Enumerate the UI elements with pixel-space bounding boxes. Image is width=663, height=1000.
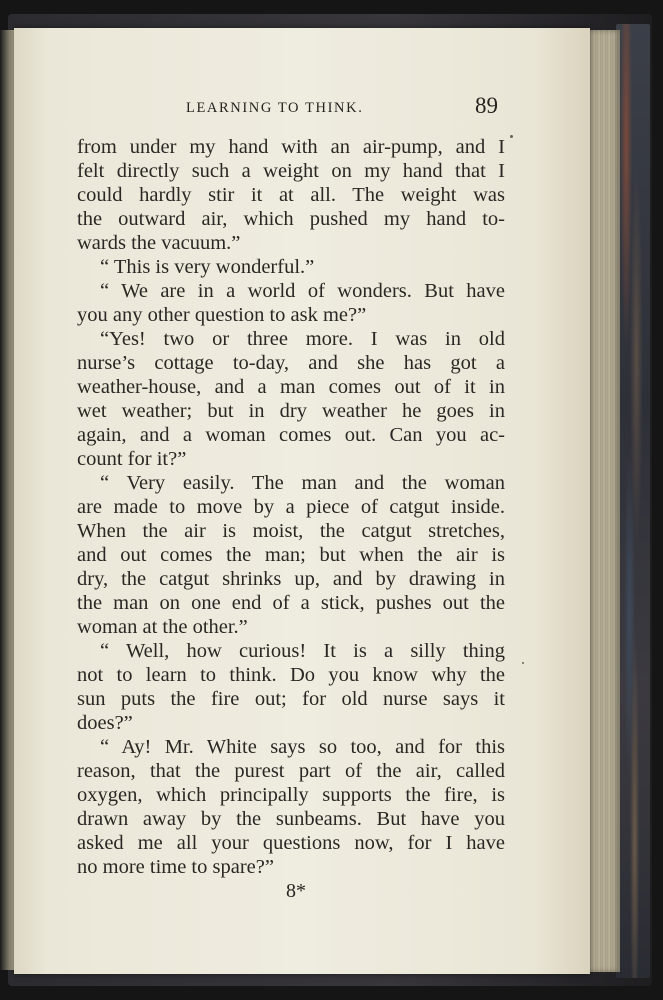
gutter-shadow	[0, 30, 14, 970]
text-line: dry, the catgut shrinks up, and by drawing in	[77, 568, 505, 590]
text-line: sun puts the fire out; for old nurse says it	[77, 688, 505, 710]
marbled-edge	[616, 24, 650, 978]
text-line: not to learn to think. Do you know why the	[77, 664, 505, 686]
text-line: the outward air, which pushed my hand to-	[77, 208, 505, 230]
text-line: “ This is very wonderful.”	[100, 256, 315, 278]
page-edges	[586, 30, 620, 972]
text-line: woman at the other.”	[77, 616, 248, 638]
text-line: “Yes! two or three more. I was in old	[100, 328, 505, 350]
text-line: asked me all your questions now, for I have	[77, 832, 505, 854]
signature-mark: 8*	[286, 880, 306, 902]
page-number: 89	[475, 93, 498, 118]
text-line: wards the vacuum.”	[77, 232, 241, 254]
text-line: the man on one end of a stick, pushes out the	[77, 592, 505, 614]
paper-speck	[522, 662, 524, 664]
text-line: When the air is moist, the catgut stretches,	[77, 520, 505, 542]
text-line: count for it?”	[77, 448, 187, 470]
paper-speck	[510, 135, 513, 138]
text-line: reason, that the purest part of the air, called	[77, 760, 505, 782]
text-line: and out comes the man; but when the air is	[77, 544, 505, 566]
text-line: does?”	[77, 712, 133, 734]
text-line: you any other question to ask me?”	[77, 304, 367, 326]
text-line: oxygen, which principally supports the fire, is	[77, 784, 505, 806]
text-line: “ We are in a world of wonders. But have	[100, 280, 505, 302]
running-title: LEARNING TO THINK.	[186, 100, 364, 116]
text-line: again, and a woman comes out. Can you ac-	[77, 424, 505, 446]
text-line: no more time to spare?”	[77, 856, 274, 878]
text-line: “ Very easily. The man and the woman	[100, 472, 505, 494]
text-line: weather-house, and a man comes out of it in	[77, 376, 505, 398]
text-line: nurse’s cottage to-day, and she has got a	[77, 352, 505, 374]
text-line: are made to move by a piece of catgut inside.	[77, 496, 505, 518]
text-line: “ Ay! Mr. White says so too, and for this	[100, 736, 505, 758]
text-line: wet weather; but in dry weather he goes in	[77, 400, 505, 422]
text-line: felt directly such a weight on my hand that I	[77, 160, 505, 182]
text-line: drawn away by the sunbeams. But have you	[77, 808, 505, 830]
text-line: from under my hand with an air-pump, and I	[77, 136, 505, 158]
text-line: “ Well, how curious! It is a silly thing	[100, 640, 505, 662]
text-line: could hardly stir it at all. The weight was	[77, 184, 505, 206]
